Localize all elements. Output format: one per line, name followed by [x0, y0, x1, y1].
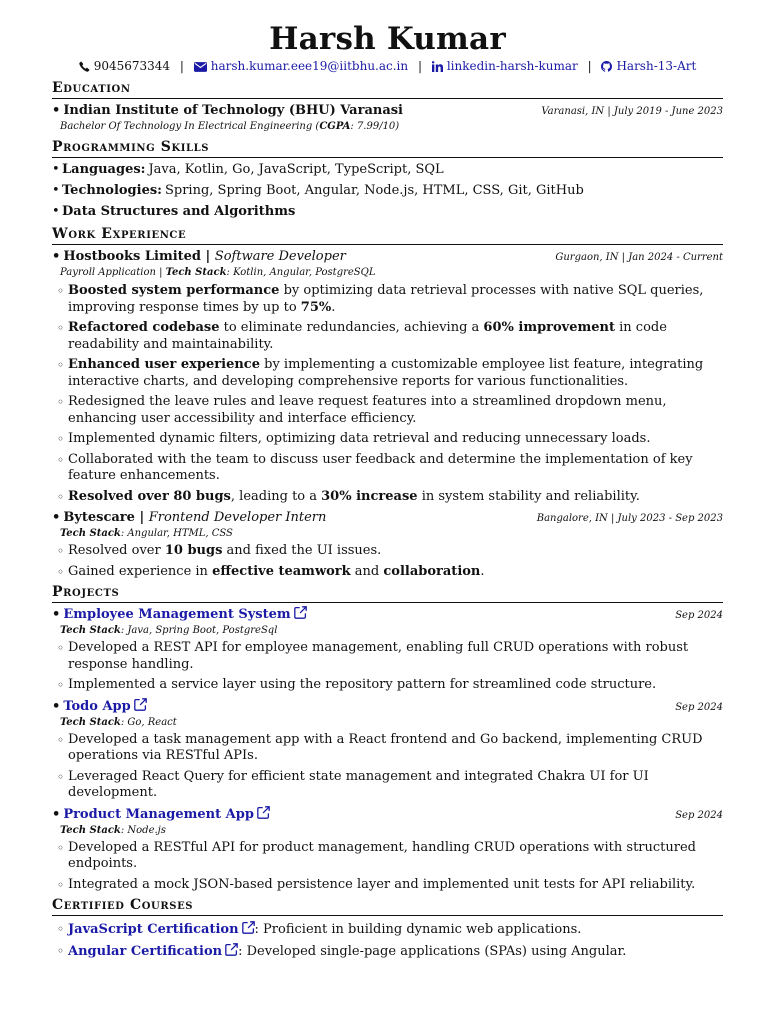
list-item [68, 921, 723, 939]
list-item [68, 943, 723, 961]
education-head [52, 102, 723, 120]
project-head [52, 606, 723, 624]
institution-name: Indian Institute of Technology (BHU) Varanasi [63, 103, 403, 118]
project-stack: Tech Stack: Go, React [60, 716, 177, 728]
project-link[interactable]: Todo App [63, 699, 146, 714]
external-link-icon [257, 806, 270, 819]
job-location-dates: Gurgaon, IN | Jan 2024 - Current [555, 252, 723, 263]
title-separator: | [201, 249, 215, 264]
tech-stack-value: : Kotlin, Angular, PostgreSQL [226, 267, 376, 278]
technologies-value: Spring, Spring Boot, Angular, Node.js, HTML, CSS, Git, GitHub [164, 183, 584, 198]
section-courses-title: Certified Courses [52, 897, 723, 916]
list-item: ◦ Resolved over 10 bugs and fixed the UI issues. [68, 543, 723, 560]
external-link-icon [294, 606, 307, 619]
list-item: ◦ Developed a task management app with a React frontend and Go backend, implementing CRUD operations via RESTful APIs. [68, 732, 723, 765]
list-item: ◦ Enhanced user experience by implementing a customizable employee list feature, integrating interactive charts, and developing comprehensive reports for various functionalities. [68, 357, 723, 390]
project-head [52, 698, 723, 716]
list-item: ◦ Leveraged React Query for efficient state management and integrated Chakra UI for UI development. [68, 769, 723, 802]
github-text: Harsh-13-Art [616, 59, 697, 73]
technologies-label: Technologies: [62, 183, 162, 198]
job-bullets [52, 543, 723, 580]
education-entry [52, 102, 723, 134]
list-item: ◦ Implemented dynamic filters, optimizing data retrieval and reducing unnecessary loads. [68, 431, 723, 448]
bullet-dot: • [52, 607, 61, 622]
mail-icon [194, 62, 207, 72]
course-link[interactable]: Angular Certification [68, 944, 238, 959]
project-stack: Tech Stack: Java, Spring Boot, PostgreSql [60, 625, 278, 636]
contact-separator: | [417, 59, 422, 73]
email-text: harsh.kumar.eee19@iitbhu.ac.in [210, 59, 409, 73]
github-icon [601, 61, 612, 72]
job-bullets [52, 283, 723, 505]
job-subline [52, 527, 723, 541]
list-item: ◦ Boosted system performance by optimizing data retrieval processes with native SQL queries, improving response times by up to 75%. [68, 283, 723, 316]
skill-technologies [62, 182, 723, 199]
contact-line [52, 58, 723, 74]
tech-stack-label: Tech Stack [165, 267, 227, 278]
project-stack: Tech Stack: Node.js [60, 824, 166, 836]
cgpa-value: : 7.99/10) [350, 121, 400, 132]
external-link-icon [134, 698, 147, 711]
product-name: Payroll Application [60, 267, 156, 278]
tech-stack-label: Tech Stack [60, 528, 121, 539]
bullet-dot: • [52, 510, 61, 525]
project-link[interactable]: Employee Management System [63, 607, 306, 622]
phone-icon [79, 61, 90, 72]
list-item: ◦ Collaborated with the team to discuss user feedback and determine the implementation of key feature enhancements. [68, 452, 723, 485]
phone-number: 9045673344 [93, 59, 171, 73]
languages-value: Java, Kotlin, Go, JavaScript, TypeScript, SQL [148, 162, 444, 177]
title-separator: | [134, 510, 149, 525]
company-name: Hostbooks Limited [63, 249, 202, 264]
job-subline [52, 266, 723, 280]
external-link-icon [242, 921, 255, 934]
company-name: Bytescare [63, 510, 135, 525]
project-date: Sep 2024 [675, 701, 723, 713]
cgpa-label: CGPA [319, 121, 351, 132]
list-item: ◦ Developed a REST API for employee management, enabling full CRUD operations with robust response handling. [68, 640, 723, 673]
linkedin-text: linkedin-harsh-kumar [446, 59, 578, 73]
education-location-dates: Varanasi, IN | July 2019 - June 2023 [541, 106, 723, 117]
bullet-dot: • [52, 249, 61, 264]
degree-line [52, 120, 723, 134]
candidate-name: Harsh Kumar [269, 21, 506, 57]
linkedin-icon [432, 61, 443, 72]
section-skills-title: Programming Skills [52, 139, 723, 158]
list-item: ◦ Implemented a service layer using the repository pattern for streamlined code structure. [68, 677, 723, 694]
bullet-dot: • [52, 806, 61, 822]
project-date: Sep 2024 [675, 610, 723, 621]
list-item: ◦ Resolved over 80 bugs, leading to a 30% increase in system stability and reliability. [68, 489, 723, 506]
sub-separator: | [155, 267, 166, 278]
tech-stack-value: : Angular, HTML, CSS [120, 528, 233, 539]
github-link[interactable] [601, 59, 696, 73]
email-link[interactable] [194, 59, 412, 73]
bullet-dot: • [52, 103, 61, 118]
project-head [52, 806, 723, 824]
courses-list [52, 921, 723, 960]
resume-page [52, 20, 723, 964]
degree-text: Bachelor Of Technology In Electrical Engineering ( [60, 121, 320, 132]
list-item: ◦ Refactored codebase to eliminate redundancies, achieving a 60% improvement in code readability and maintainability. [68, 320, 723, 353]
project-entry [52, 806, 723, 894]
job-location-dates: Bangalore, IN | July 2023 - Sep 2023 [536, 513, 723, 524]
linkedin-link[interactable] [432, 59, 582, 73]
skill-languages [62, 161, 723, 178]
list-item: ◦ Developed a RESTful API for product management, handling CRUD operations with structured endpoints. [68, 840, 723, 873]
course-description: : Developed single-page applications (SPAs) using Angular. [238, 943, 627, 959]
list-item: ◦ Integrated a mock JSON-based persistence layer and implemented unit tests for API reliability. [68, 877, 723, 894]
job-head [52, 509, 723, 527]
languages-label: Languages: [62, 162, 146, 177]
skills-list [52, 161, 723, 220]
project-link[interactable]: Product Management App [63, 807, 270, 822]
section-work-title: Work Experience [52, 226, 723, 245]
project-bullets [52, 640, 723, 694]
course-description: : Proficient in building dynamic web applications. [254, 922, 582, 937]
contact-separator: | [179, 59, 184, 73]
project-date: Sep 2024 [675, 809, 723, 821]
job-head [52, 248, 723, 266]
section-projects-title: Projects [52, 584, 723, 603]
project-entry [52, 698, 723, 802]
project-entry [52, 606, 723, 694]
external-link-icon [225, 943, 238, 956]
job-entry-bytescare [52, 509, 723, 580]
bullet-dot: • [52, 698, 61, 714]
job-entry-hostbooks [52, 248, 723, 505]
course-link[interactable]: JavaScript Certification [68, 922, 255, 937]
dsa-label: Data Structures and Algorithms [62, 204, 296, 219]
list-item: ◦ Redesigned the leave rules and leave request features into a streamlined dropdown menu, enhancing user accessibility and interface efficiency. [68, 394, 723, 427]
list-item: ◦ Gained experience in effective teamwork and collaboration. [68, 564, 723, 581]
project-bullets [52, 840, 723, 894]
section-education-title: Education [52, 80, 723, 99]
job-role: Frontend Developer Intern [148, 510, 327, 525]
phone-contact [79, 59, 174, 73]
job-role: Software Developer [214, 249, 346, 264]
contact-separator: | [587, 59, 592, 73]
skill-dsa [62, 203, 723, 220]
project-bullets [52, 732, 723, 802]
